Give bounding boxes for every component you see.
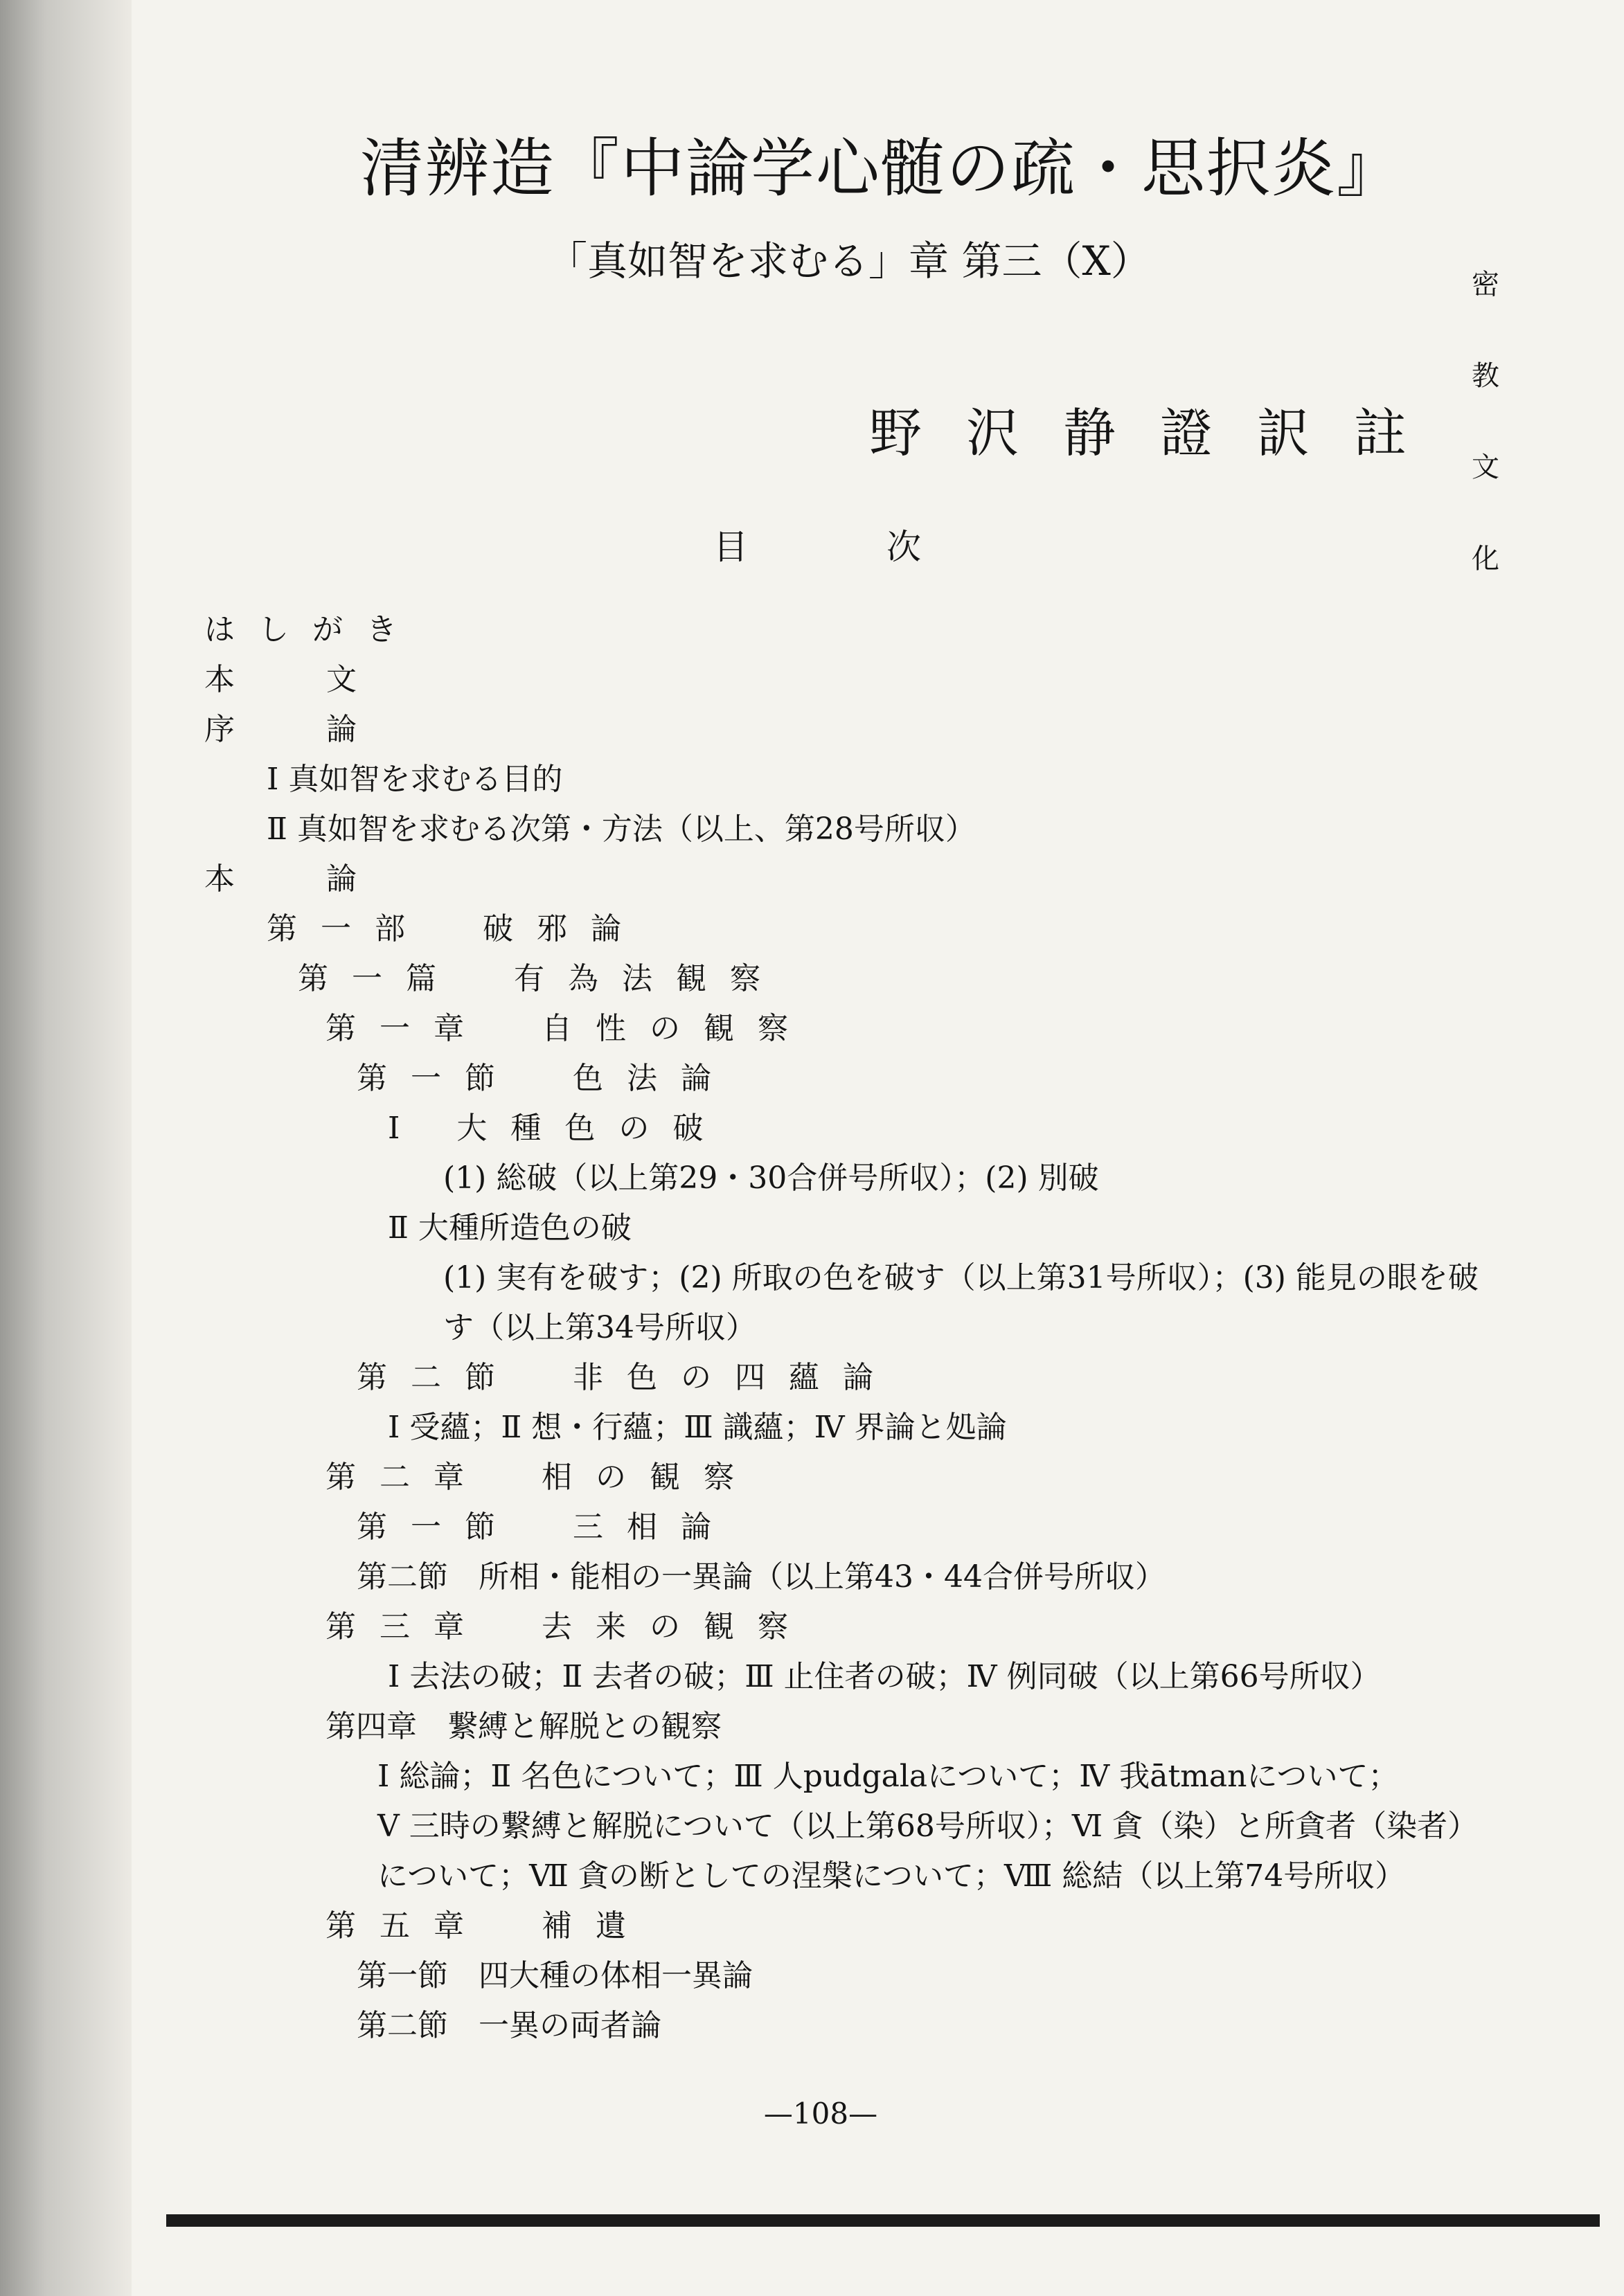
toc-entry: Ⅱ 大種所造色の破 — [388, 1210, 632, 1246]
side-label-char: 密 — [1472, 269, 1499, 301]
toc-entry: 第三章 去来の観察 — [325, 1609, 812, 1644]
toc-entry: 第四章 繋縛と解脱との観察 — [325, 1709, 722, 1744]
toc-entry: はしがき — [204, 612, 420, 647]
toc-heading: 目次 — [713, 527, 1060, 567]
side-label-char: 文 — [1472, 451, 1499, 483]
toc-entry: 序 論 — [204, 712, 357, 747]
toc-entry: 第二節 所相・能相の一異論（以上第43・44合併号所収） — [357, 1559, 1166, 1595]
toc-entry: 第二節 一異の両者論 — [357, 2008, 661, 2043]
toc-entry: Ⅰ 受蘊；Ⅱ 想・行蘊；Ⅲ 識蘊；Ⅳ 界論と処論 — [388, 1410, 1007, 1445]
toc-entry: 第一篇 有為法観察 — [298, 961, 784, 996]
toc-entry: Ⅰ 真如智を求むる目的 — [267, 762, 563, 797]
toc-entry: 第五章 補遺 — [325, 1908, 650, 1944]
toc-entry: (1) 実有を破す；(2) 所取の色を破す（以上第31号所収）；(3) 能見の眼を破 — [443, 1260, 1479, 1295]
toc-entry: Ⅱ 真如智を求むる次第・方法（以上、第28号所収） — [267, 811, 976, 847]
author-line: 野沢静證訳註 — [869, 402, 1451, 464]
toc-entry: について；Ⅶ 貪の断としての涅槃について；Ⅷ 総結（以上第74号所収） — [377, 1858, 1406, 1894]
page-number: —108— — [763, 2097, 878, 2131]
toc-entry: 第一部 破邪論 — [267, 911, 645, 947]
toc-entry: Ⅴ 三時の繋縛と解脱について（以上第68号所収）；Ⅵ 貪（染）と所貪者（染者） — [377, 1809, 1479, 1844]
side-label-char: 教 — [1472, 360, 1499, 392]
toc-entry: Ⅰ 総論；Ⅱ 名色について；Ⅲ 人pudgalaについて；Ⅳ 我ātmanについて； — [377, 1759, 1399, 1794]
toc-entry: 第一章 自性の観察 — [325, 1011, 812, 1046]
side-label-char: 化 — [1472, 543, 1499, 575]
toc-entry: 第一節 三相論 — [357, 1509, 735, 1545]
page-subtitle: 「真如智を求むる」章 第三（X） — [547, 237, 1151, 285]
toc-entry: 第二節 非色の四蘊論 — [357, 1360, 897, 1395]
toc-entry: Ⅰ 大種色の破 — [388, 1111, 727, 1146]
toc-entry: (1) 総破（以上第29・30合併号所収）；(2) 別破 — [443, 1160, 1099, 1196]
toc-entry: Ⅰ 去法の破；Ⅱ 去者の破；Ⅲ 止住者の破；Ⅳ 例同破（以上第66号所収） — [388, 1659, 1381, 1694]
toc-entry: 本 文 — [204, 662, 357, 697]
bottom-rule — [166, 2214, 1600, 2227]
toc-entry: 第一節 色法論 — [357, 1061, 735, 1096]
page-title: 清辨造『中論学心髄の疏・思択炎』 — [360, 132, 1402, 206]
toc-entry: 本 論 — [204, 861, 357, 897]
toc-entry: 第一節 四大種の体相一異論 — [357, 1958, 753, 1993]
toc-entry: 第二章 相の観察 — [325, 1460, 758, 1495]
toc-entry: す（以上第34号所収） — [443, 1310, 756, 1345]
